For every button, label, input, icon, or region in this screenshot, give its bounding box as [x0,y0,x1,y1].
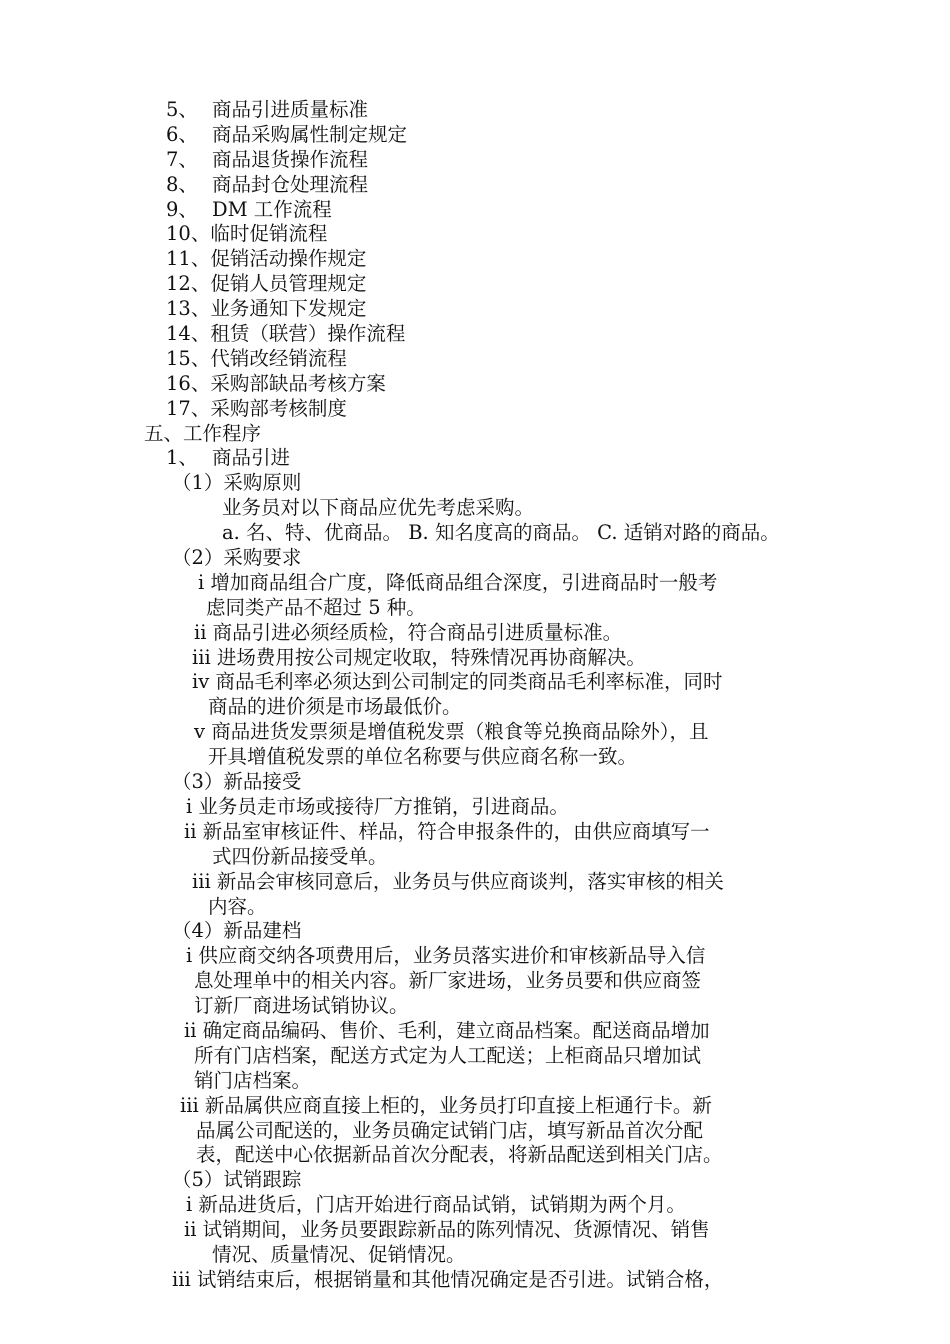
toc-item-number: 6、 [166,122,198,146]
list-item: ii 商品引进必须经质检，符合商品引进质量标准。 [194,620,623,644]
list-item-continuation: 内容。 [208,894,267,918]
toc-item-number: 14、 [166,322,211,346]
paragraph-text: a. 名、特、优商品。 B. 知名度高的商品。 C. 适销对路的商品。 [222,521,780,545]
paragraph-heading: （2）采购要求 [172,546,302,570]
toc-item-5 [0,98,950,123]
list-item: ii 新品室审核证件、样品，符合申报条件的，由供应商填写一 [184,819,710,843]
toc-item-number: 17、 [166,396,211,420]
list-item: iii 试销结束后，根据销量和其他情况确定是否引进。试销合格， [172,1267,724,1291]
toc-item-number: 16、 [166,371,211,395]
list-item: ii 确定商品编码、售价、毛利，建立商品档案。配送商品增加 [184,1018,710,1042]
toc-item-number: 5、 [166,98,198,121]
toc-item-text: 业务通知下发规定 [210,297,367,321]
list-item: iii 新品属供应商直接上柜的，业务员打印直接上柜通行卡。新 [180,1093,712,1117]
list-item-continuation: 式四份新品接受单。 [212,844,388,868]
document-page [0,98,950,1293]
list-item: i 供应商交纳各项费用后，业务员落实进价和审核新品导入信 [186,944,706,968]
section-heading: 五、工作程序 [144,421,262,445]
list-item: iv 商品毛利率必须达到公司制定的同类商品毛利率标准，同时 [192,670,723,694]
toc-item-number: 12、 [166,272,211,296]
paragraph-heading: （1）采购原则 [172,471,302,495]
toc-item-text: 临时促销流程 [210,222,328,246]
toc-item-text: 商品采购属性制定规定 [212,122,408,146]
toc-item-number: 15、 [166,346,211,370]
subsection-title: 商品引进 [212,446,291,470]
toc-item-6 [0,123,950,148]
list-item-continuation: 情况、质量情况、促销情况。 [212,1242,466,1266]
list-item: i 增加商品组合广度，降低商品组合深度，引进商品时一般考 [198,570,718,594]
list-item: iii 新品会审核同意后，业务员与供应商谈判，落实审核的相关 [192,869,724,893]
toc-item-text: 采购部缺品考核方案 [210,371,386,395]
list-item: v 商品进货发票须是增值税发票（粮食等兑换商品除外），且 [194,720,709,744]
toc-item-15 [0,347,950,372]
toc-item-text: 促销人员管理规定 [210,272,367,296]
toc-item-text: 促销活动操作规定 [210,247,367,271]
list-item-continuation: 虑同类产品不超过 5 种。 [206,595,426,619]
toc-item-text: 代销改经销流程 [210,346,347,370]
list-item-continuation: 表，配送中心依据新品首次分配表，将新品配送到相关门店。 [196,1143,723,1167]
subsection-number: 1、 [166,446,198,470]
toc-item-text: 商品封仓处理流程 [212,172,369,196]
toc-item-14 [0,322,950,347]
toc-item-number: 7、 [166,147,198,171]
toc-item-9 [0,198,950,223]
list-item-continuation: 品属公司配送的，业务员确定试销门店，填写新品首次分配 [196,1118,704,1142]
list-item-continuation: 订新厂商进场试销协议。 [194,994,409,1018]
toc-item-number: 10、 [166,222,211,246]
list-item-continuation: 商品的进价须是市场最低价。 [208,695,462,719]
list-item-continuation: 销门店档案。 [194,1068,312,1092]
toc-item-17 [0,397,950,422]
paragraph-heading: （3）新品接受 [172,770,302,794]
toc-item-text: 采购部考核制度 [210,396,347,420]
toc-item-number: 9、 [166,197,198,221]
toc-item-16 [0,372,950,397]
list-item-continuation: 所有门店档案，配送方式定为人工配送；上柜商品只增加试 [194,1043,702,1067]
toc-item-10 [0,222,950,247]
toc-item-text: 商品引进质量标准 [212,98,369,121]
list-item-continuation: 息处理单中的相关内容。新厂家进场，业务员要和供应商签 [194,969,702,993]
paragraph-text: 业务员对以下商品应优先考虑采购。 [222,496,535,520]
toc-item-8 [0,173,950,198]
list-item: iii 进场费用按公司规定收取，特殊情况再协商解决。 [192,645,646,669]
toc-item-number: 13、 [166,297,211,321]
toc-item-number: 8、 [166,172,198,196]
list-item-continuation: 开具增值税发票的单位名称要与供应商名称一致。 [208,745,638,769]
list-item: i 新品进货后，门店开始进行商品试销，试销期为两个月。 [186,1193,686,1217]
list-item: ii 试销期间，业务员要跟踪新品的陈列情况、货源情况、销售 [184,1218,710,1242]
toc-item-text: DM 工作流程 [212,197,332,221]
toc-item-13 [0,297,950,322]
paragraph-heading: （4）新品建档 [172,919,302,943]
paragraph-heading: （5）试销跟踪 [172,1168,302,1192]
toc-item-number: 11、 [166,247,211,271]
toc-item-text: 租赁（联营）操作流程 [210,322,406,346]
list-item: i 业务员走市场或接待厂方推销，引进商品。 [186,794,569,818]
toc-item-11 [0,247,950,272]
toc-item-text: 商品退货操作流程 [212,147,369,171]
subsection-heading [0,446,950,471]
toc-item-12 [0,272,950,297]
toc-item-7 [0,148,950,173]
